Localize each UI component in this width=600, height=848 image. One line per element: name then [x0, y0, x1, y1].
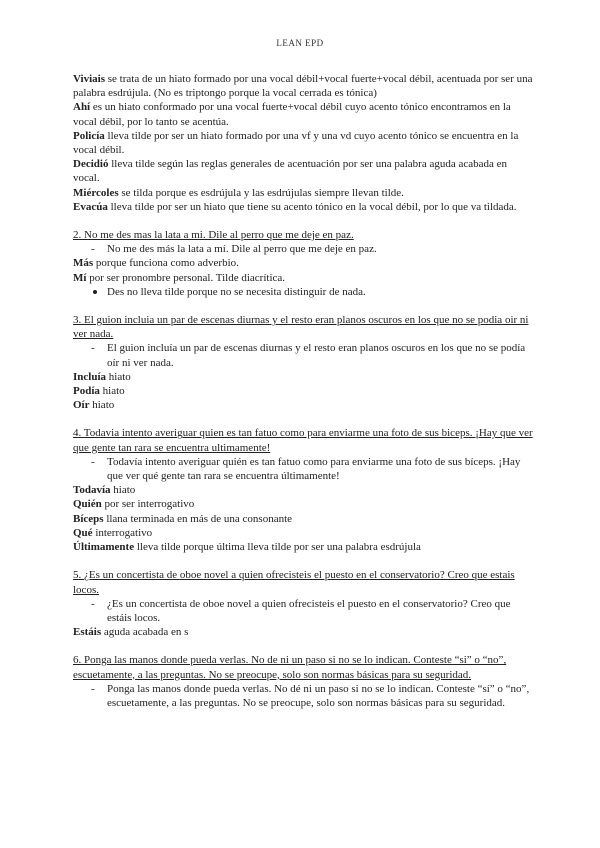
word-entry: [73, 540, 533, 554]
term: Decidió: [73, 158, 109, 171]
word-entry: [73, 256, 533, 270]
section-2: [73, 228, 533, 299]
exercise-title: 2. No me des mas la lata a mi. Dile al perro que me deje en paz.: [73, 229, 354, 242]
explanation: aguda acabada en s: [101, 626, 189, 639]
word-entry: [73, 497, 533, 511]
corrected-sentence: - Todavía intento averiguar quién es tan fatuo como para enviarme una foto de sus bíceps. ¡Hay que ver qué gente tan rara se encuentra últimamente!: [73, 455, 533, 483]
term: Quién: [73, 498, 102, 511]
term: Ahí: [73, 101, 91, 114]
exercise-title: 3. El guion incluia un par de escenas diurnas y el resto eran planos oscuros en los que no se podia oir ni ver nada.: [73, 314, 529, 341]
term: Mí: [73, 271, 87, 284]
explanation: hiato: [89, 399, 115, 412]
intro-section: [73, 72, 533, 214]
section-4: [73, 426, 533, 554]
explanation: se tilda porque es esdrújula y las esdrújulas siempre llevan tilde.: [118, 186, 404, 199]
word-entry: [73, 526, 533, 540]
term: Todavía: [73, 484, 111, 497]
section-3: [73, 313, 533, 412]
bullet-note: Des no lleva tilde porque no se necesita distinguir de nada.: [73, 285, 533, 299]
corrected-sentence: - Ponga las manos donde pueda verlas. No dé ni un paso si no se lo indican. Conteste “sí” o “no”, escuetamente, a las preguntas. No se preocupe, solo son normas básicas para su seguridad.: [73, 682, 533, 710]
intro-entry: [73, 157, 533, 185]
exercise-title: 6. Ponga las manos donde pueda verlas. No de ni un paso si no se lo indican. Conteste “si” o “no”, escuetamente, a las preguntas. No se preocupe, solo son normas básicas para su seguridad.: [73, 654, 507, 681]
term: Incluía: [73, 370, 107, 383]
explanation: hiato: [106, 370, 131, 383]
exercise-title: 5. ¿Es un concertista de oboe novel a quien ofrecisteis el puesto en el conservatorio? Creo que estais locos.: [73, 569, 515, 596]
explanation: por ser pronombre personal. Tilde diacrítica.: [86, 271, 286, 284]
page-header: LEAN EPD: [276, 38, 324, 48]
explanation: es un hiato conformado por una vocal fuerte+vocal débil cuyo acento tónico encontramos en la vocal débil, por lo tanto se acentúa.: [73, 101, 511, 128]
term: Evacúa: [73, 200, 108, 213]
word-entry: [73, 398, 533, 412]
word-entry: [73, 370, 533, 384]
corrected-sentence: - El guion incluía un par de escenas diurnas y el resto eran planos oscuros en los que no se podía oír ni ver nada.: [73, 341, 533, 369]
explanation: lleva tilde porque última lleva tilde por ser una palabra esdrújula: [134, 541, 421, 554]
term: Oír: [73, 399, 90, 412]
explanation: llana terminada en más de una consonante: [103, 512, 293, 525]
explanation: hiato: [99, 385, 125, 398]
word-entry: [73, 271, 533, 285]
term: Últimamente: [73, 541, 135, 554]
intro-entry: [73, 129, 533, 157]
term: Qué: [73, 526, 93, 539]
term: Miércoles: [73, 186, 119, 199]
word-entry: [73, 512, 533, 526]
term: Podía: [73, 385, 100, 398]
corrected-sentence: - ¿Es un concertista de oboe novel a quien ofrecisteis el puesto en el conservatorio? Creo que estáis locos.: [73, 597, 533, 625]
term: Estáis: [73, 626, 102, 639]
section-5: [73, 568, 533, 639]
explanation: interrogativo: [92, 526, 153, 539]
word-entry: [73, 384, 533, 398]
explanation: porque funciona como adverbio.: [93, 257, 239, 270]
term: Más: [73, 257, 94, 270]
explanation: hiato: [110, 484, 136, 497]
term: Viviais: [73, 73, 105, 85]
word-entry: [73, 625, 533, 639]
exercise-title: 4. Todavia intento averiguar quien es tan fatuo como para enviarme una foto de sus biceps. ¡Hay que ver que gente tan rara se encuentra ultimamente!: [73, 427, 533, 454]
intro-entry: [73, 200, 533, 214]
explanation: lleva tilde según las reglas generales de acentuación por ser una palabra aguda acabada en vocal.: [73, 158, 508, 185]
explanation: por ser interrogativo: [101, 498, 195, 511]
explanation: se trata de un hiato formado por una vocal débil+vocal fuerte+vocal débil, acentuada por ser una palabra esdrújula. (No es triptongo porque la vocal cerrada es tónica): [73, 73, 533, 100]
explanation: lleva tilde por ser un hiato que tiene su acento tónico en la vocal débil, por lo que va tildada.: [107, 200, 517, 213]
document-body: [73, 72, 533, 710]
section-6: [73, 653, 533, 710]
intro-entry: [73, 186, 533, 200]
explanation: lleva tilde por ser un hiato formado por una vf y una vd cuyo acento tónico se encuentra en la vocal débil.: [73, 129, 519, 157]
word-entry: [73, 483, 533, 497]
corrected-sentence: - No me des más la lata a mí. Dile al perro que me deje en paz.: [73, 242, 533, 256]
intro-entry: [73, 100, 533, 128]
intro-entry: [73, 72, 533, 100]
term: Policía: [73, 129, 105, 142]
term: Bíceps: [73, 512, 104, 525]
